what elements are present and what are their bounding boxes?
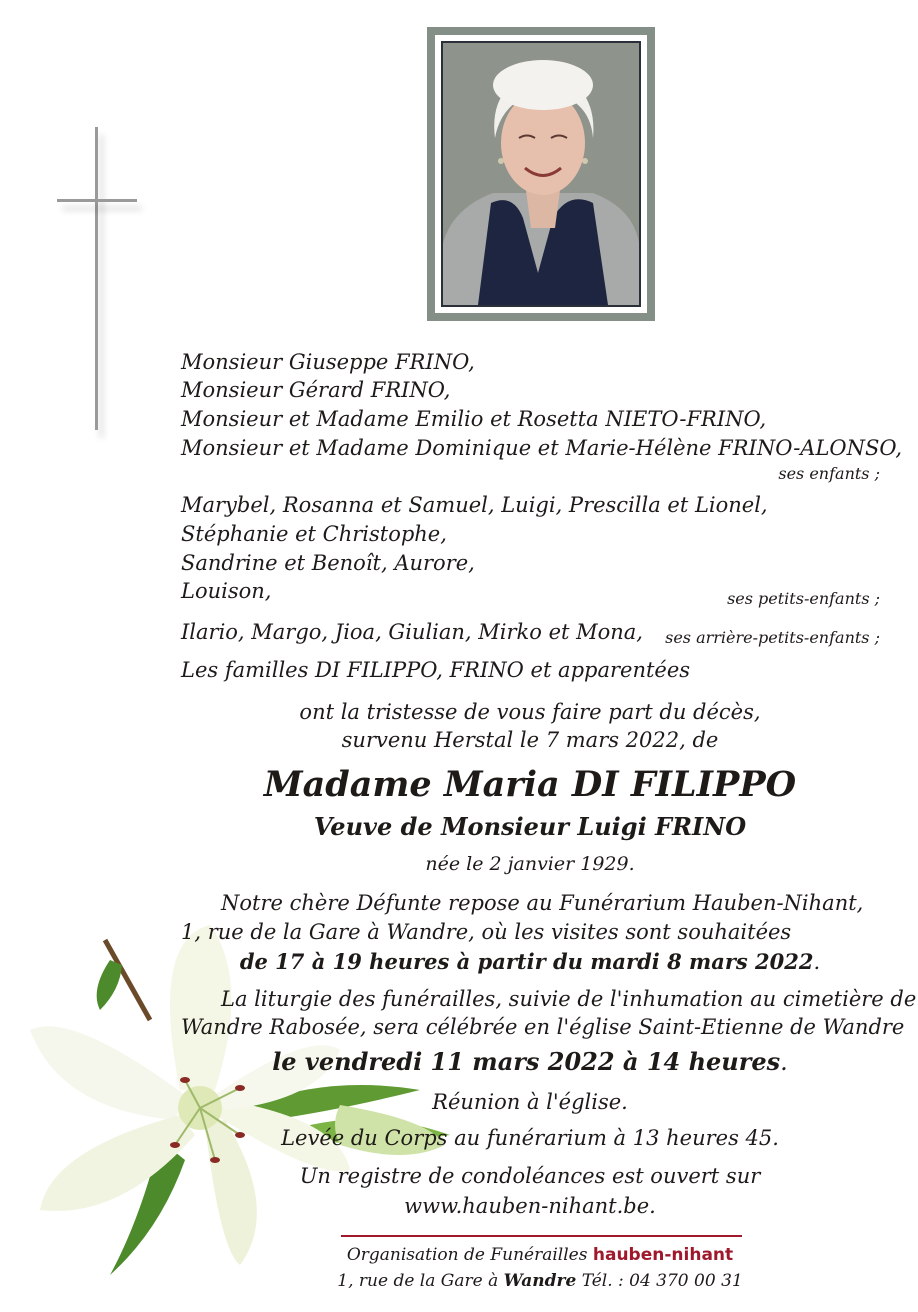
great-grandchildren: Ilario, Margo, Jioa, Giulian, Mirko et Mona, — [181, 620, 643, 644]
great-grandchildren-label: ses arrière-petits-enfants ; — [665, 628, 880, 647]
child-2: Monsieur Gérard FRINO, — [181, 378, 451, 402]
deceased-born: née le 2 janvier 1929. — [425, 853, 635, 875]
deceased-spouse: Veuve de Monsieur Luigi FRINO — [313, 812, 747, 841]
funeral-date: le vendredi 11 mars 2022 à 14 heures. — [272, 1047, 788, 1076]
funeral-date-text: le vendredi 11 mars 2022 à 14 heures — [272, 1047, 781, 1076]
footer-phone: Tél. : 04 370 00 31 — [581, 1271, 743, 1291]
child-1: Monsieur Giuseppe FRINO, — [181, 350, 475, 374]
portrait-photo — [441, 41, 641, 307]
cross-horizontal-bar — [57, 199, 137, 202]
portrait-illustration — [443, 43, 639, 305]
child-4: Monsieur et Madame Dominique et Marie-Hélène FRINO-ALONSO, — [181, 436, 903, 460]
visitation-hours-text: de 17 à 19 heures à partir du mardi 8 mars 2022 — [239, 949, 814, 974]
grandchild-line-1: Marybel, Rosanna et Samuel, Luigi, Prescilla et Lionel, — [181, 493, 768, 517]
visitation-line-2: 1, rue de la Gare à Wandre, où les visites sont souhaitées — [181, 920, 792, 944]
register-line-2: www.hauben-nihant.be. — [404, 1194, 656, 1218]
footer-divider — [341, 1235, 742, 1237]
brand-logo: hauben-nihant — [592, 1245, 734, 1265]
children-label: ses enfants ; — [778, 464, 880, 483]
families-line: Les familles DI FILIPPO, FRINO et apparentées — [181, 658, 691, 682]
visitation-hours: de 17 à 19 heures à partir du mardi 8 mars 2022. — [239, 949, 821, 974]
visitation-line-1: Notre chère Défunte repose au Funérarium Hauben-Nihant, — [221, 891, 864, 915]
grandchild-line-4: Louison, — [181, 579, 272, 603]
deceased-name: Madame Maria DI FILIPPO — [263, 764, 797, 805]
footer-organisation: Organisation de Funérailles hauben-nihant — [346, 1245, 734, 1265]
funeral-levee: Levée du Corps au funérarium à 13 heures 45. — [281, 1126, 779, 1150]
footer-address: 1, rue de la Gare à Wandre Tél. : 04 370 00 31 — [337, 1271, 743, 1291]
child-3: Monsieur et Madame Emilio et Rosetta NIETO-FRINO, — [181, 407, 767, 431]
announcement-line-2: survenu Herstal le 7 mars 2022, de — [341, 728, 719, 752]
funeral-meeting: Réunion à l'église. — [432, 1090, 628, 1114]
funeral-line-1: La liturgie des funérailles, suivie de l'inhumation au cimetière de — [221, 987, 917, 1011]
portrait-frame — [427, 27, 655, 321]
grandchild-line-2: Stéphanie et Christophe, — [181, 522, 447, 546]
funeral-line-2: Wandre Rabosée, sera célébrée en l'église Saint-Etienne de Wandre — [181, 1015, 905, 1039]
grandchildren-label: ses petits-enfants ; — [727, 589, 880, 608]
announcement-line-1: ont la tristesse de vous faire part du décès, — [299, 700, 761, 724]
cross-vertical-bar — [95, 127, 98, 430]
register-line-1: Un registre de condoléances est ouvert sur — [299, 1164, 761, 1188]
grandchild-line-3: Sandrine et Benoît, Aurore, — [181, 551, 475, 575]
